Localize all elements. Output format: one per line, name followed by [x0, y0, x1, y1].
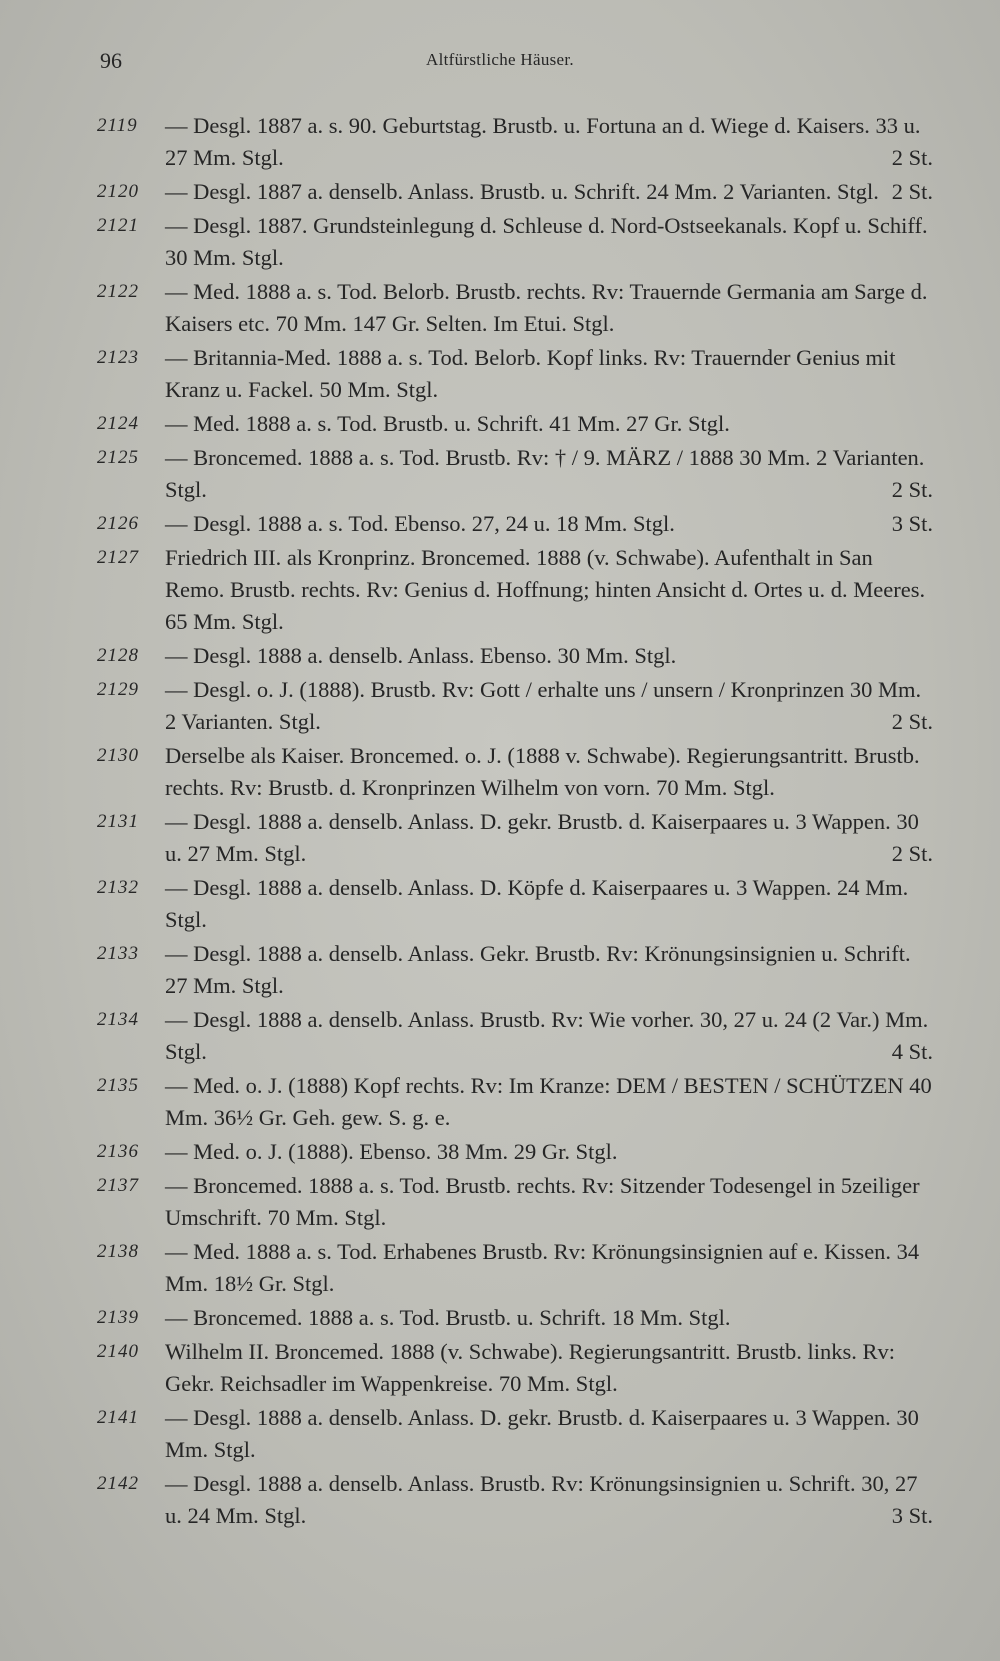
- entry-text: [165, 1336, 933, 1400]
- catalog-entry: [97, 806, 933, 870]
- entry-text: [165, 442, 933, 506]
- entry-description: Derselbe als Kaiser. Broncemed. o. J. (1888 v. Schwabe). Regierungsantritt. Brustb. rechts. Rv: Brustb. d. Kronprinzen Wilhelm von vorn. 70 Mm. Stgl.: [165, 743, 920, 800]
- entry-text: [165, 640, 933, 672]
- catalog-entry: [97, 210, 933, 274]
- entry-description: — Desgl. 1888 a. denselb. Anlass. Brustb. Rv: Krönungsinsignien u. Schrift. 30, 27 u. 24 Mm. Stgl.: [165, 1471, 918, 1528]
- entry-text: [165, 1402, 933, 1466]
- entry-text: [165, 408, 933, 440]
- entry-description: — Desgl. 1888 a. denselb. Anlass. Gekr. Brustb. Rv: Krönungsinsignien u. Schrift. 27 Mm. Stgl.: [165, 941, 911, 998]
- entry-number: 2119: [97, 115, 138, 136]
- entry-text: [165, 1302, 933, 1334]
- entry-text: [165, 674, 933, 738]
- entry-description: — Desgl. 1888 a. denselb. Anlass. D. gekr. Brustb. d. Kaiserpaares u. 3 Wappen. 30 Mm. Stgl.: [165, 1405, 919, 1462]
- entry-text: [165, 210, 933, 274]
- entry-text: [165, 872, 933, 936]
- entry-text: [165, 110, 933, 174]
- entry-text: [165, 508, 933, 540]
- entry-number: 2133: [97, 943, 139, 964]
- entry-number: 2135: [97, 1075, 139, 1096]
- entry-number: 2120: [97, 181, 139, 202]
- entry-piece-count: 2 St.: [891, 709, 933, 734]
- catalog-entry: [97, 1468, 933, 1532]
- page-number: 96: [100, 48, 122, 73]
- catalog-entry: [97, 508, 933, 540]
- entry-description: — Desgl. 1888 a. denselb. Anlass. D. Köpfe d. Kaiserpaares u. 3 Wappen. 24 Mm. Stgl.: [165, 875, 909, 932]
- catalog-entry: [97, 176, 933, 208]
- catalog-entry: [97, 408, 933, 440]
- page-header: [0, 48, 1000, 84]
- entry-number: 2123: [97, 347, 139, 368]
- entry-text: [165, 276, 933, 340]
- entry-text: [165, 740, 933, 804]
- entry-description: Wilhelm II. Broncemed. 1888 (v. Schwabe). Regierungsantritt. Brustb. links. Rv: Gekr. Reichsadler im Wappenkreise. 70 Mm. Stgl.: [165, 1339, 896, 1396]
- catalog-entry: [97, 276, 933, 340]
- entry-text: [165, 1070, 933, 1134]
- entry-number: 2137: [97, 1175, 139, 1196]
- entry-number: 2140: [97, 1341, 139, 1362]
- entry-description: Friedrich III. als Kronprinz. Broncemed. 1888 (v. Schwabe). Aufenthalt in San Remo. Brustb. rechts. Rv: Genius d. Hoffnung; hinten Ansicht d. Ortes u. d. Meeres. 65 Mm. Stgl.: [165, 545, 926, 634]
- entry-text: [165, 176, 933, 208]
- entry-piece-count: 2 St.: [891, 145, 933, 170]
- entry-number: 2121: [97, 215, 139, 236]
- entry-description: — Desgl. 1888 a. denselb. Anlass. D. gekr. Brustb. d. Kaiserpaares u. 3 Wappen. 30 u. 27 Mm. Stgl.: [165, 809, 919, 866]
- entry-number: 2132: [97, 877, 139, 898]
- catalog-entry: [97, 1070, 933, 1134]
- catalog-entry: [97, 542, 933, 638]
- entry-text: [165, 1170, 933, 1234]
- catalog-entry: [97, 740, 933, 804]
- entry-piece-count: 3 St.: [891, 511, 933, 536]
- entry-description: — Med. o. J. (1888) Kopf rechts. Rv: Im Kranze: DEM / BESTEN / SCHÜTZEN 40 Mm. 36½ Gr. Geh. gew. S. g. e.: [165, 1073, 932, 1130]
- entry-text: [165, 1136, 933, 1168]
- catalog-entry: [97, 872, 933, 936]
- catalog-entry: [97, 1402, 933, 1466]
- entry-number: 2134: [97, 1009, 139, 1030]
- entry-number: 2124: [97, 413, 139, 434]
- catalog-entry: [97, 1170, 933, 1234]
- entry-number: 2141: [97, 1407, 139, 1428]
- catalog-entry: [97, 1302, 933, 1334]
- entry-description: — Med. 1888 a. s. Tod. Brustb. u. Schrift. 41 Mm. 27 Gr. Stgl.: [165, 411, 730, 436]
- entry-number: 2139: [97, 1307, 139, 1328]
- entry-text: [165, 1004, 933, 1068]
- entry-number: 2129: [97, 679, 139, 700]
- entry-text: [165, 542, 933, 638]
- entry-text: [165, 806, 933, 870]
- catalog-entry: [97, 1336, 933, 1400]
- entry-description: — Desgl. 1887 a. denselb. Anlass. Brustb. u. Schrift. 24 Mm. 2 Varianten. Stgl.: [165, 179, 879, 204]
- entry-description: — Desgl. 1888 a. denselb. Anlass. Brustb. Rv: Wie vorher. 30, 27 u. 24 (2 Var.) Mm. Stgl.: [165, 1007, 929, 1064]
- running-title: Altfürstliche Häuser.: [426, 50, 574, 69]
- entry-text: [165, 342, 933, 406]
- catalog-entry: [97, 674, 933, 738]
- entry-number: 2125: [97, 447, 139, 468]
- entry-number: 2136: [97, 1141, 139, 1162]
- entry-number: 2138: [97, 1241, 139, 1262]
- entry-description: — Desgl. 1887. Grundsteinlegung d. Schleuse d. Nord-Ostseekanals. Kopf u. Schiff. 30 Mm. Stgl.: [165, 213, 928, 270]
- catalog-entries: [0, 110, 1000, 1534]
- entry-number: 2127: [97, 547, 139, 568]
- entry-number: 2131: [97, 811, 139, 832]
- entry-description: — Med. 1888 a. s. Tod. Erhabenes Brustb. Rv: Krönungsinsignien auf e. Kissen. 34 Mm. 18½ Gr. Stgl.: [165, 1239, 920, 1296]
- entry-piece-count: 2 St.: [891, 841, 933, 866]
- entry-description: — Britannia-Med. 1888 a. s. Tod. Belorb. Kopf links. Rv: Trauernder Genius mit Kranz u. Fackel. 50 Mm. Stgl.: [165, 345, 896, 402]
- entry-text: [165, 1468, 933, 1532]
- entry-number: 2142: [97, 1473, 139, 1494]
- catalog-entry: [97, 1004, 933, 1068]
- entry-piece-count: 4 St.: [891, 1039, 933, 1064]
- catalog-entry: [97, 442, 933, 506]
- catalog-entry: [97, 110, 933, 174]
- entry-description: — Broncemed. 1888 a. s. Tod. Brustb. rechts. Rv: Sitzender Todesengel in 5zeiliger Umschrift. 70 Mm. Stgl.: [165, 1173, 920, 1230]
- entry-piece-count: 2 St.: [891, 179, 933, 204]
- entry-description: — Desgl. o. J. (1888). Brustb. Rv: Gott / erhalte uns / unsern / Kronprinzen 30 Mm. 2 Varianten. Stgl.: [165, 677, 922, 734]
- entry-description: — Broncemed. 1888 a. s. Tod. Brustb. Rv: † / 9. MÄRZ / 1888 30 Mm. 2 Varianten. Stgl.: [165, 445, 925, 502]
- entry-description: — Broncemed. 1888 a. s. Tod. Brustb. u. Schrift. 18 Mm. Stgl.: [165, 1305, 731, 1330]
- entry-description: — Med. 1888 a. s. Tod. Belorb. Brustb. rechts. Rv: Trauernde Germania am Sarge d. Kaisers etc. 70 Mm. 147 Gr. Selten. Im Etui. Stgl.: [165, 279, 928, 336]
- catalog-entry: [97, 938, 933, 1002]
- catalog-entry: [97, 1136, 933, 1168]
- catalog-entry: [97, 342, 933, 406]
- entry-text: [165, 938, 933, 1002]
- entry-description: — Med. o. J. (1888). Ebenso. 38 Mm. 29 Gr. Stgl.: [165, 1139, 618, 1164]
- catalog-entry: [97, 1236, 933, 1300]
- entry-number: 2126: [97, 513, 139, 534]
- entry-piece-count: 3 St.: [891, 1503, 933, 1528]
- entry-text: [165, 1236, 933, 1300]
- entry-description: — Desgl. 1887 a. s. 90. Geburtstag. Brustb. u. Fortuna an d. Wiege d. Kaisers. 33 u. 27 Mm. Stgl.: [165, 113, 921, 170]
- entry-number: 2130: [97, 745, 139, 766]
- entry-description: — Desgl. 1888 a. s. Tod. Ebenso. 27, 24 u. 18 Mm. Stgl.: [165, 511, 675, 536]
- entry-piece-count: 2 St.: [891, 477, 933, 502]
- entry-number: 2122: [97, 281, 139, 302]
- catalog-entry: [97, 640, 933, 672]
- entry-number: 2128: [97, 645, 139, 666]
- entry-description: — Desgl. 1888 a. denselb. Anlass. Ebenso. 30 Mm. Stgl.: [165, 643, 677, 668]
